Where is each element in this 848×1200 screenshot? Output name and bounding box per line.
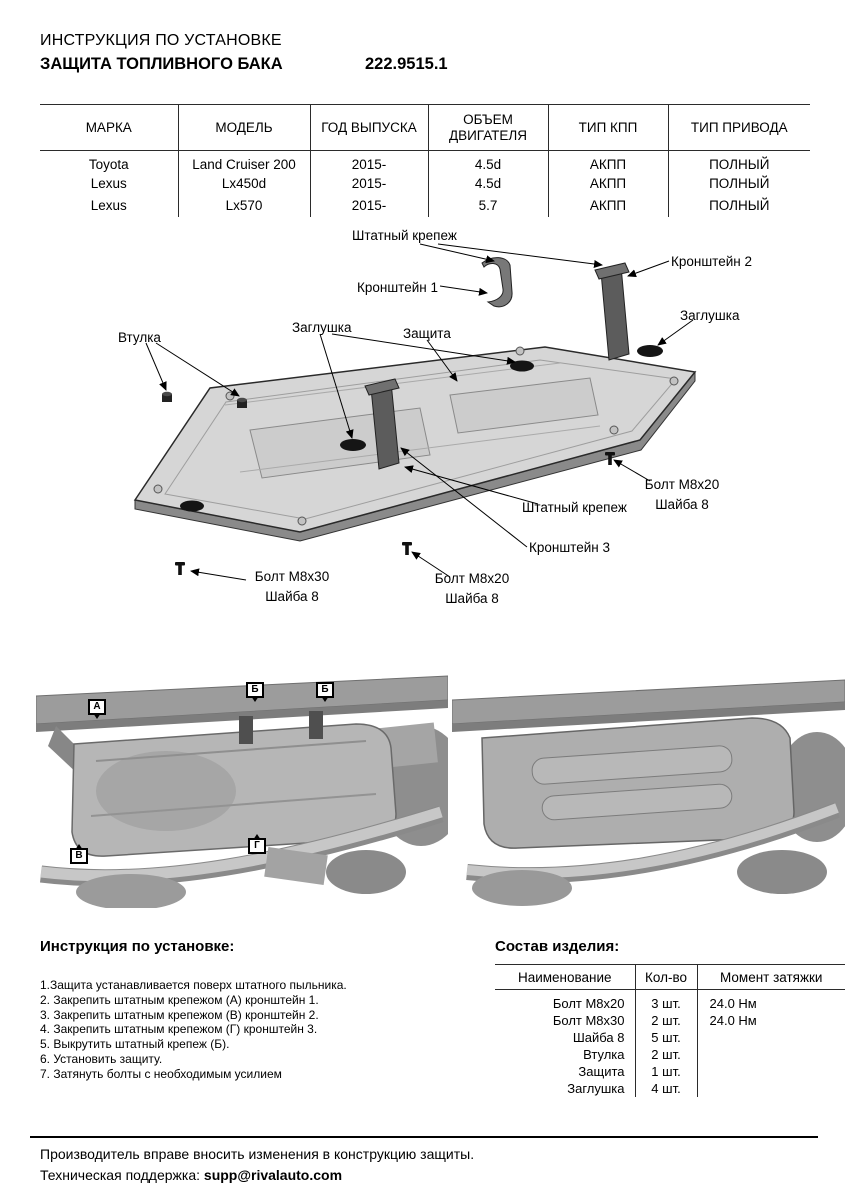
table-row: Защита 1 шт.	[495, 1063, 845, 1080]
page-title: ЗАЩИТА ТОПЛИВНОГО БАКА	[40, 55, 283, 73]
product-title-row	[40, 55, 640, 74]
components-header-row	[495, 965, 845, 990]
label-oem-fastener-bottom: Штатный крепеж	[522, 500, 627, 515]
doc-type-heading: ИНСТРУКЦИЯ ПО УСТАНОВКЕ	[40, 32, 282, 49]
bracket-1-drawing	[482, 258, 512, 307]
label-bolt-m8x20-mid: Болт М8х20 Шайба 8	[434, 571, 510, 606]
label-plug-left: Заглушка	[292, 320, 352, 335]
col-header-engine: ОБЪЕМ ДВИГАТЕЛЯ	[428, 105, 548, 151]
table-row: Втулка 2 шт.	[495, 1046, 845, 1063]
instruction-step: 2. Закрепить штатным крепежом (А) кронштейн 1.	[40, 992, 319, 1007]
photo-marker-a: А	[88, 699, 106, 715]
photo-marker-v: В	[70, 848, 88, 864]
table-row: Lexus Lx570 2015- 5.7 АКПП ПОЛНЫЙ	[40, 195, 810, 217]
table-row: Шайба 8 5 шт.	[495, 1029, 845, 1046]
instruction-step: 3. Закрепить штатным крепежом (В) кронштейн 2.	[40, 1007, 319, 1022]
table-row: Болт M8x30 2 шт. 24.0 Нм	[495, 1012, 845, 1029]
instruction-step: 4. Закрепить штатным крепежом (Г) кронштейн 3.	[40, 1022, 318, 1037]
instructions-title: Инструкция по установке:	[40, 938, 235, 955]
label-bracket-3: Кронштейн 3	[529, 540, 610, 555]
col-header-year: ГОД ВЫПУСКА	[310, 105, 428, 151]
label-bracket-1: Кронштейн 1	[357, 280, 438, 295]
photo-marker-g: Г	[248, 838, 266, 854]
photo-marker-b1: Б	[246, 682, 264, 698]
manufacturer-disclaimer: Производитель вправе вносить изменения в конструкцию защиты.	[40, 1146, 475, 1162]
support-email: supp@rivalauto.com	[203, 1167, 343, 1183]
col-header-drive: ТИП ПРИВОДА	[668, 105, 810, 151]
table-row: Заглушка 4 шт.	[495, 1080, 845, 1097]
instruction-step: 5. Выкрутить штатный крепеж (Б).	[40, 1037, 230, 1052]
col-header-brand: МАРКА	[40, 105, 178, 151]
col-header-name: Наименование	[495, 965, 635, 990]
col-header-torque: Момент затяжки	[697, 965, 845, 990]
bracket-2-drawing	[595, 263, 629, 360]
installation-photo-right	[452, 672, 845, 908]
col-header-model: МОДЕЛЬ	[178, 105, 310, 151]
label-bolt-m8x30: Болт М8х30 Шайба 8	[254, 569, 330, 604]
footer-divider	[30, 1136, 818, 1138]
label-guard: Защита	[403, 326, 451, 341]
label-bracket-2: Кронштейн 2	[671, 254, 752, 269]
instruction-steps	[40, 978, 470, 1082]
part-number: 222.9515.1	[365, 55, 448, 73]
photo-marker-b2: Б	[316, 682, 334, 698]
table-row: Toyota Land Cruiser 200 2015- 4.5d АКПП ПОЛНЫЙ	[40, 151, 810, 173]
label-plug-right: Заглушка	[680, 308, 740, 323]
table-row: Lexus Lx450d 2015- 4.5d АКПП ПОЛНЫЙ	[40, 173, 810, 195]
support-contact	[40, 1167, 342, 1183]
col-header-qty: Кол-во	[635, 965, 697, 990]
table-row: Болт M8x20 3 шт. 24.0 Нм	[495, 990, 845, 1013]
instruction-step: 6. Установить защиту.	[40, 1051, 163, 1066]
components-title: Состав изделия:	[495, 938, 620, 955]
instruction-step: 1.Защита устанавливается поверх штатного пыльника.	[40, 978, 347, 992]
support-label: Техническая поддержка:	[40, 1167, 204, 1183]
table-header-row	[40, 105, 810, 151]
col-header-gearbox: ТИП КПП	[548, 105, 668, 151]
components-table	[495, 964, 845, 1097]
label-oem-fastener-top: Штатный крепеж	[352, 228, 457, 243]
label-bushing: Втулка	[118, 330, 161, 345]
instruction-step: 7. Затянуть болты с необходимым усилием	[40, 1066, 282, 1081]
label-bolt-m8x20-right: Болт М8х20 Шайба 8	[644, 477, 720, 512]
vehicle-fitment-table	[40, 104, 810, 217]
